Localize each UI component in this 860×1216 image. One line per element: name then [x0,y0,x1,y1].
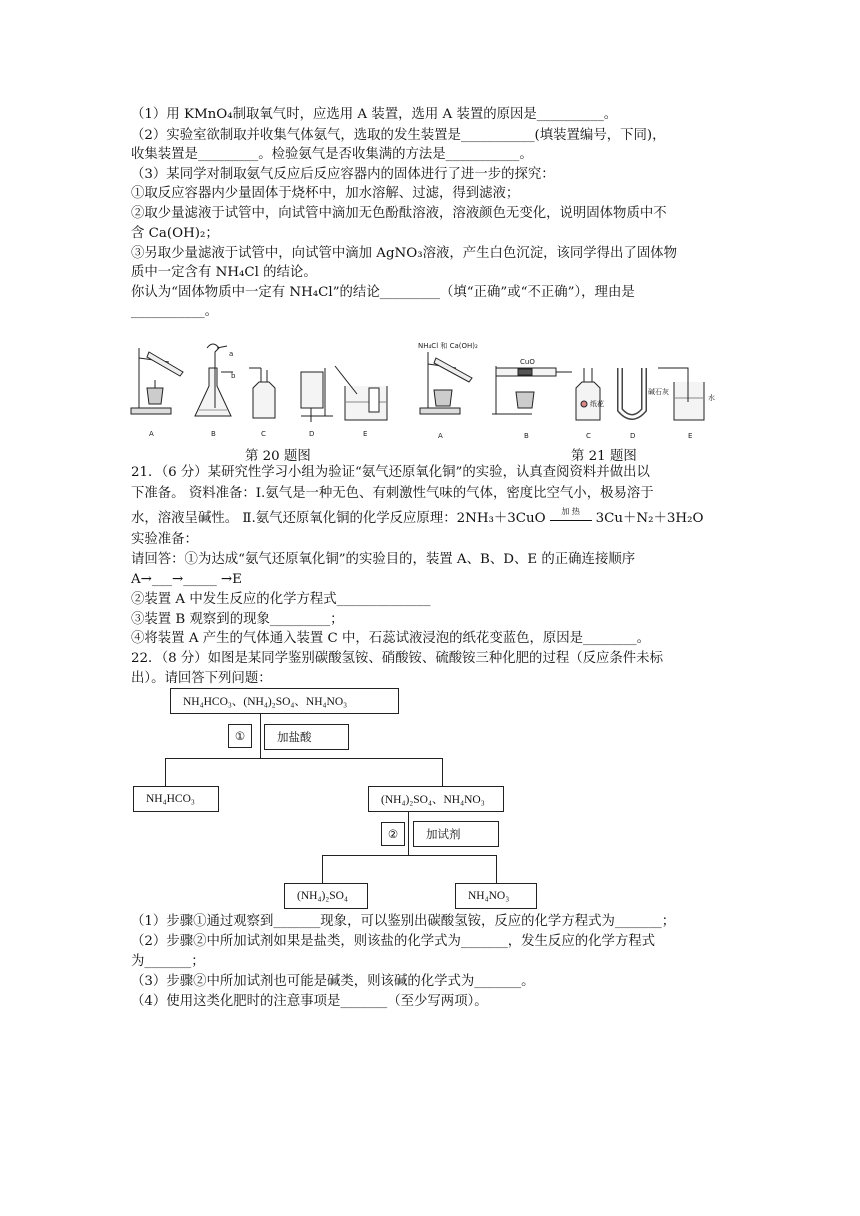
fig21-caption: 第 21 题图 [571,449,637,464]
flow-reagent2-box: 加试剂 [413,821,499,847]
q20-step2-line2: 含 Ca(OH)₂； [131,226,219,241]
q20-conclusion-line2: ___________。 [131,304,219,319]
figure-21-labels [418,341,715,440]
fig20-label-b-small: b [231,372,236,380]
fig21-label-b: B [524,432,529,440]
q22-answer2-line1: （2）步骤②中所加试剂如果是盐类，则该盐的化学式为_______，发生反应的化学方程式 [131,934,656,949]
q20-step1: ①取反应容器内少量固体于烧杯中，加水溶解、过滤，得到滤液； [131,186,520,201]
q22-answer1: （1）步骤①通过观察到_______现象，可以鉴别出碳酸氢铵，反应的化学方程式为_______； [131,914,676,929]
figure-21-apparatus [412,338,724,446]
q20-part3: （3）某同学对制取氨气反应后反应容器内的固体进行了进一步的探究： [131,167,555,182]
flow-step1-box: ① [228,724,252,748]
q20-conclusion-line1: 你认为“固体物质中一定有 NH₄Cl”的结论_________（填“正确”或“不正确”），理由是 [131,285,635,300]
flow-step2-box: ② [381,822,405,846]
fig21-label-paper-flower: 纸花 [590,400,604,408]
q21-equation-arrow [550,507,592,521]
flow-reagent1-box: 加盐酸 [264,724,349,750]
q21-line4: 实验准备： [131,532,198,547]
q21-equation-condition: 加 热 [561,507,580,516]
flow-left2-box: (NH₄)₂SO₄ [284,883,368,909]
fig20-label-b: B [211,430,216,438]
q20-part2-line1: （2）实验室欲制取并收集气体氨气，选取的发生装置是___________(填装置编号，下同)， [131,128,666,143]
q22-line1: 22．（8 分）如图是某同学鉴别碳酸氢铵、硝酸铵、硫酸铵三种化肥的过程（反应条件未标 [131,651,663,666]
q22-answer2-line2: 为_______； [131,954,205,969]
q21-line9: ④将装置 A 产生的气体通入装置 C 中，石蕊试液浸泡的纸花变蓝色，原因是________。 [131,631,651,646]
q20-part2-line2: 收集装置是_________。检验氨气是否收集满的方法是___________。 [131,147,533,162]
fig20-label-a-small: a [229,350,234,358]
q21-line6: A→___→_____ →E [131,572,242,587]
flow-right2-box: NH₄NO₃ [455,883,537,909]
q21-equation-left: 水，溶液呈碱性。 Ⅱ.氨气还原氧化铜的化学反应原理：2NH₃＋3CuO [131,511,546,526]
fig21-label-water: 水 [708,394,715,402]
q20-step3-line2: 质中一定含有 NH₄Cl 的结论。 [131,265,317,280]
fig21-label-d: D [630,432,636,440]
q21-line2: 下准备。 资料准备：Ⅰ.氨气是一种无色、有刺激性气味的气体，密度比空气小，极易溶于 [131,486,654,501]
fig20-label-d: D [309,430,315,438]
figure-20-apparatus [125,338,395,446]
fig21-label-reagent: NH₄Cl 和 Ca(OH)₂ [418,342,478,350]
fig21-label-e: E [688,432,693,440]
q22-answer3: （3）步骤②中所加试剂也可能是碱类，则该碱的化学式为_______。 [131,974,535,989]
q21-equation-right: 3Cu＋N₂＋3H₂O [595,511,704,526]
q22-line2: 出）。请回答下列问题： [131,671,272,686]
fig20-label-e: E [363,430,368,438]
fig21-label-c: C [586,432,591,440]
q21-line1: 21．（6 分）某研究性学习小组为验证“氨气还原氧化铜”的实验，认真查阅资料并做出以 [131,465,650,480]
fig20-caption: 第 20 题图 [245,449,311,464]
q21-line8: ③装置 B 观察到的现象_________； [131,612,344,627]
fig20-label-a: A [149,430,154,438]
q20-step2-line1: ②取少量滤液于试管中，向试管中滴加无色酚酞溶液，溶液颜色无变化，说明固体物质中不 [131,206,667,221]
fig20-label-c: C [261,430,266,438]
fig21-label-cuo: CuO [520,358,535,366]
q22-answer4: （4）使用这类化肥时的注意事项是_______（至少写两项）。 [131,994,488,1009]
flow-top-box: NH₄HCO₃、(NH₄)₂SO₄、NH₄NO₃ [170,688,399,714]
q20-part1: （1）用 KMnO₄制取氧气时，应选用 A 装置，选用 A 装置的原因是__________。 [131,107,618,122]
q21-line5: 请回答：①为达成“氨气还原氧化铜”的实验目的，装置 A、B、D、E 的正确连接顺序 [131,552,636,567]
fig21-label-a: A [438,432,443,440]
q21-line3 [131,507,704,528]
fig21-label-soda-lime: 碱石灰 [648,388,669,396]
q20-step3-line1: ③另取少量滤液于试管中，向试管中滴加 AgNO₃溶液，产生白色沉淀，该同学得出了固体物 [131,246,678,261]
q21-line7: ②装置 A 中发生反应的化学方程式______________ [131,592,431,607]
flow-right1-box: (NH₄)₂SO₄、NH₄NO₃ [368,786,504,812]
flow-left1-box: NH₄HCO₃ [133,786,219,812]
